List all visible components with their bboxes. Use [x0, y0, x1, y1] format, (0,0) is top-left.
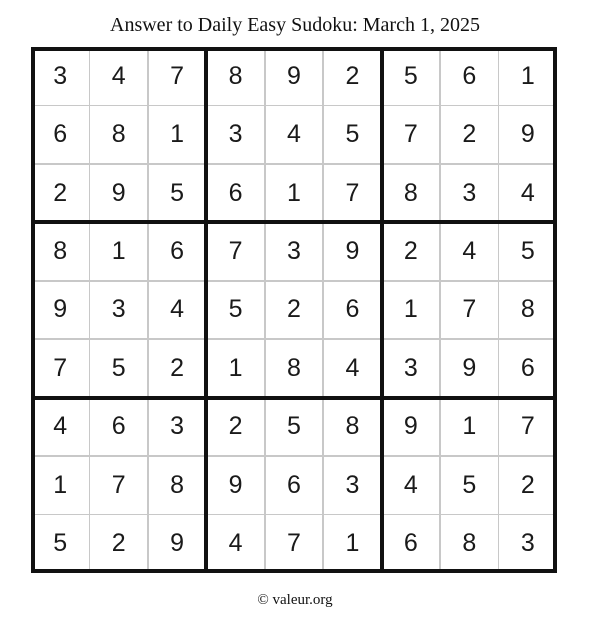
sudoku-cell: 5 [111, 353, 126, 382]
sudoku-cell: 1 [228, 353, 243, 382]
sudoku-cell: 4 [287, 120, 301, 149]
sudoku-cell: 7 [403, 120, 418, 149]
sudoku-cell: 6 [111, 412, 126, 441]
box-border-line [31, 220, 557, 224]
sudoku-cell: 1 [520, 61, 535, 90]
grid-line [31, 338, 557, 340]
sudoku-cell: 1 [462, 412, 477, 441]
sudoku-cell: 4 [53, 412, 68, 441]
sudoku-cell: 4 [403, 470, 418, 499]
sudoku-cell: 3 [170, 412, 185, 441]
sudoku-cell: 3 [520, 529, 535, 558]
sudoku-board [31, 47, 557, 573]
sudoku-cell: 7 [53, 353, 68, 382]
grid-line [498, 47, 500, 573]
sudoku-cell: 2 [170, 353, 185, 382]
sudoku-cell: 7 [462, 295, 477, 324]
sudoku-cell: 2 [462, 120, 477, 149]
sudoku-cell: 2 [111, 529, 126, 558]
sudoku-cell: 1 [170, 120, 185, 149]
sudoku-cell: 7 [228, 237, 243, 266]
sudoku-cell: 5 [345, 120, 360, 149]
sudoku-cell: 6 [520, 353, 535, 382]
sudoku-cell: 9 [53, 295, 68, 324]
sudoku-cell: 8 [170, 470, 185, 499]
sudoku-cell: 1 [287, 178, 301, 207]
sudoku-cell: 8 [287, 353, 301, 382]
sudoku-cell: 8 [228, 61, 243, 90]
sudoku-cell: 9 [403, 412, 418, 441]
sudoku-cell: 7 [287, 529, 301, 558]
sudoku-cell: 2 [345, 61, 360, 90]
sudoku-cell: 7 [520, 412, 535, 441]
sudoku-cell: 8 [403, 178, 418, 207]
sudoku-cell: 9 [228, 470, 243, 499]
sudoku-cell: 4 [170, 295, 185, 324]
sudoku-cell: 3 [462, 178, 477, 207]
sudoku-cell: 5 [520, 237, 535, 266]
sudoku-cell: 9 [462, 353, 477, 382]
sudoku-cell: 7 [345, 178, 360, 207]
sudoku-cell: 2 [53, 178, 68, 207]
sudoku-cell: 5 [462, 470, 477, 499]
sudoku-cell: 9 [520, 120, 535, 149]
sudoku-cell: 5 [228, 295, 243, 324]
sudoku-cell: 7 [170, 61, 185, 90]
sudoku-cell: 8 [520, 295, 535, 324]
sudoku-cell: 2 [228, 412, 243, 441]
grid-line [31, 280, 557, 282]
sudoku-cell: 4 [111, 61, 126, 90]
sudoku-cell: 2 [403, 237, 418, 266]
sudoku-cell: 8 [462, 529, 477, 558]
copyright-footer: © valeur.org [257, 592, 333, 608]
sudoku-cell: 3 [53, 61, 68, 90]
box-border-line [31, 569, 557, 573]
page-title: Answer to Daily Easy Sudoku: March 1, 2025 [110, 14, 480, 36]
sudoku-cell: 2 [287, 295, 301, 324]
box-border-line [31, 47, 35, 573]
sudoku-cell: 6 [287, 470, 301, 499]
grid-line [264, 47, 266, 573]
sudoku-cell: 6 [462, 61, 477, 90]
sudoku-cell: 5 [287, 412, 301, 441]
sudoku-cell: 6 [228, 178, 243, 207]
grid-line [439, 47, 441, 573]
sudoku-cell: 9 [111, 178, 126, 207]
sudoku-cell: 6 [345, 295, 360, 324]
box-border-line [553, 47, 557, 573]
sudoku-cell: 8 [111, 120, 126, 149]
sudoku-cell: 4 [520, 178, 535, 207]
sudoku-cell: 3 [287, 237, 301, 266]
sudoku-cell: 6 [53, 120, 68, 149]
grid-line [31, 455, 557, 457]
grid-line [31, 163, 557, 165]
box-border-line [31, 47, 557, 51]
sudoku-cell: 5 [403, 61, 418, 90]
sudoku-cell: 4 [228, 529, 243, 558]
sudoku-cell: 1 [53, 470, 68, 499]
sudoku-cell: 3 [228, 120, 243, 149]
box-border-line [204, 47, 208, 573]
sudoku-cell: 6 [403, 529, 418, 558]
sudoku-cell: 1 [111, 237, 126, 266]
sudoku-cell: 6 [170, 237, 185, 266]
sudoku-cell: 4 [345, 353, 360, 382]
sudoku-cell: 5 [53, 529, 68, 558]
sudoku-cell: 2 [520, 470, 535, 499]
sudoku-cell: 3 [345, 470, 360, 499]
grid-line [31, 514, 557, 516]
sudoku-cell: 1 [345, 529, 360, 558]
grid-line [322, 47, 324, 573]
sudoku-cell: 5 [170, 178, 185, 207]
sudoku-cell: 3 [111, 295, 126, 324]
box-border-line [31, 396, 557, 400]
grid-line [89, 47, 91, 573]
grid-line [31, 105, 557, 107]
sudoku-cell: 9 [287, 61, 301, 90]
sudoku-cell: 1 [403, 295, 418, 324]
sudoku-cell: 9 [345, 237, 360, 266]
sudoku-cell: 8 [53, 237, 68, 266]
sudoku-cell: 7 [111, 470, 126, 499]
grid-line [147, 47, 149, 573]
sudoku-cell: 4 [462, 237, 477, 266]
box-border-line [380, 47, 384, 573]
sudoku-cell: 3 [403, 353, 418, 382]
sudoku-cell: 9 [170, 529, 185, 558]
sudoku-cell: 8 [345, 412, 360, 441]
